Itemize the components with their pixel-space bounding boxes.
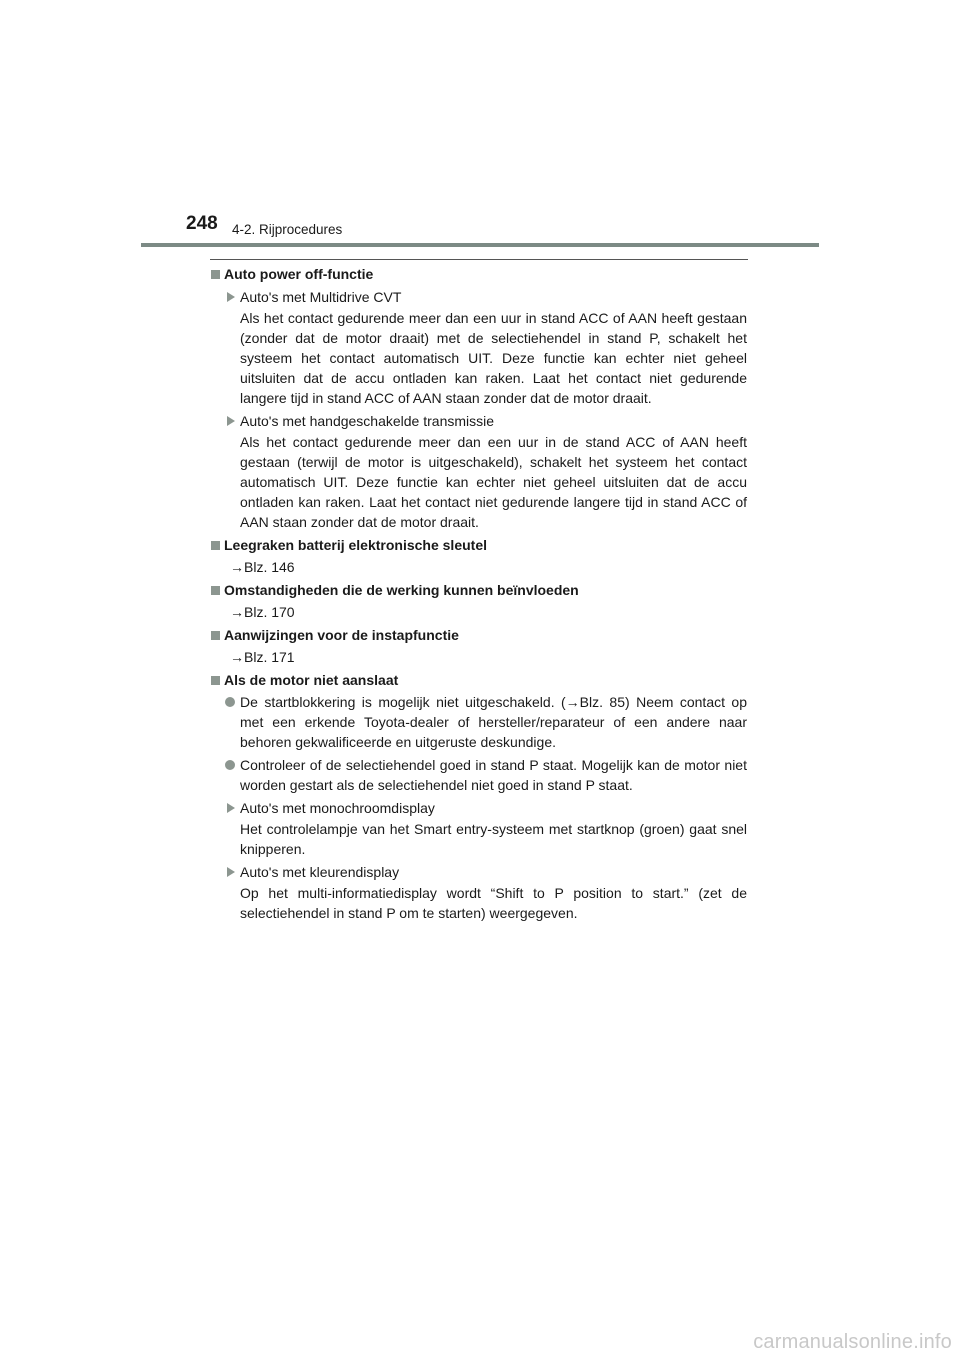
sub-heading-text: Auto's met monochroomdisplay (240, 800, 435, 816)
paragraph-color: Op het multi-informatiedisplay wordt “Shift to P position to start.” (zet de selectiehendel in stand P om te starten) weergegeven. (240, 885, 747, 921)
paragraph-mono: Het controlelampje van het Smart entry-systeem met startknop (groen) gaat snel knipperen. (240, 821, 747, 857)
page-content (210, 263, 747, 926)
page-reference: →Blz. 146 (230, 559, 295, 575)
heading-text: Auto power off-functie (224, 266, 374, 282)
sub-heading-color (210, 862, 747, 882)
square-bullet-icon (211, 676, 220, 685)
section-title: 4-2. Rijprocedures (232, 222, 343, 237)
list-item (210, 692, 747, 752)
heading-no-start (210, 670, 747, 691)
page-number: 248 (186, 213, 218, 234)
heading-conditions (210, 580, 747, 601)
paragraph-manual: Als het contact gedurende meer dan een uur in de stand ACC of AAN heeft gestaan (terwijl de motor is uitgeschakeld), schakelt het systeem het contact automatisch UIT. Deze functie kan echter niet geheel uitsluiten dat de accu ontladen kan raken. Laat het contact niet gedurende langere tijd in stand ACC of AAN staan zonder dat de motor draait. (240, 434, 747, 530)
triangle-bullet-icon (227, 803, 235, 813)
square-bullet-icon (211, 270, 220, 279)
triangle-bullet-icon (227, 416, 235, 426)
heading-battery (210, 535, 747, 556)
triangle-bullet-icon (227, 292, 235, 302)
sub-heading-text: Auto's met handgeschakelde transmissie (240, 413, 495, 429)
heading-text: Leegraken batterij elektronische sleutel (224, 537, 487, 553)
page-reference: →Blz. 171 (230, 649, 295, 665)
triangle-bullet-icon (227, 867, 235, 877)
page-reference: →Blz. 170 (230, 604, 295, 620)
section-divider (210, 259, 748, 260)
square-bullet-icon (211, 541, 220, 550)
paragraph-cvt: Als het contact gedurende meer dan een uur in stand ACC of AAN heeft gestaan (zonder dat de motor draait) met de selectiehendel in stand P, schakelt het systeem het contact automatisch UIT. Deze functie kan echter niet geheel uitsluiten dat de accu ontladen kan raken. Laat het contact niet gedurende langere tijd in stand ACC of AAN staan zonder dat de motor draait. (240, 310, 747, 406)
heading-text: Als de motor niet aanslaat (224, 672, 399, 688)
sub-heading-mono (210, 798, 747, 818)
list-item-text: De startblokkering is mogelijk niet uitgeschakeld. (→Blz. 85) Neem contact op met een erkende Toyota-dealer of hersteller/reparateur of een andere naar behoren gekwalificeerde en uitgeruste deskundige. (240, 694, 747, 750)
sub-heading-text: Auto's met kleurendisplay (240, 864, 400, 880)
header-rule (141, 243, 819, 247)
circle-bullet-icon (225, 760, 235, 770)
heading-text: Aanwijzingen voor de instapfunctie (224, 627, 459, 643)
watermark: carmanualsonline.info (753, 1331, 952, 1353)
square-bullet-icon (211, 586, 220, 595)
sub-heading-manual (210, 411, 747, 431)
sub-heading-text: Auto's met Multidrive CVT (240, 289, 402, 305)
list-item-text: Controleer of de selectiehendel goed in stand P staat. Mogelijk kan de motor niet worden gestart als de selectiehendel niet goed in stand P staat. (240, 757, 747, 793)
square-bullet-icon (211, 631, 220, 640)
heading-entry (210, 625, 747, 646)
circle-bullet-icon (225, 697, 235, 707)
sub-heading-cvt (210, 287, 747, 307)
heading-text: Omstandigheden die de werking kunnen beïnvloeden (224, 582, 579, 598)
list-item (210, 755, 747, 795)
heading-auto-power (210, 264, 747, 285)
